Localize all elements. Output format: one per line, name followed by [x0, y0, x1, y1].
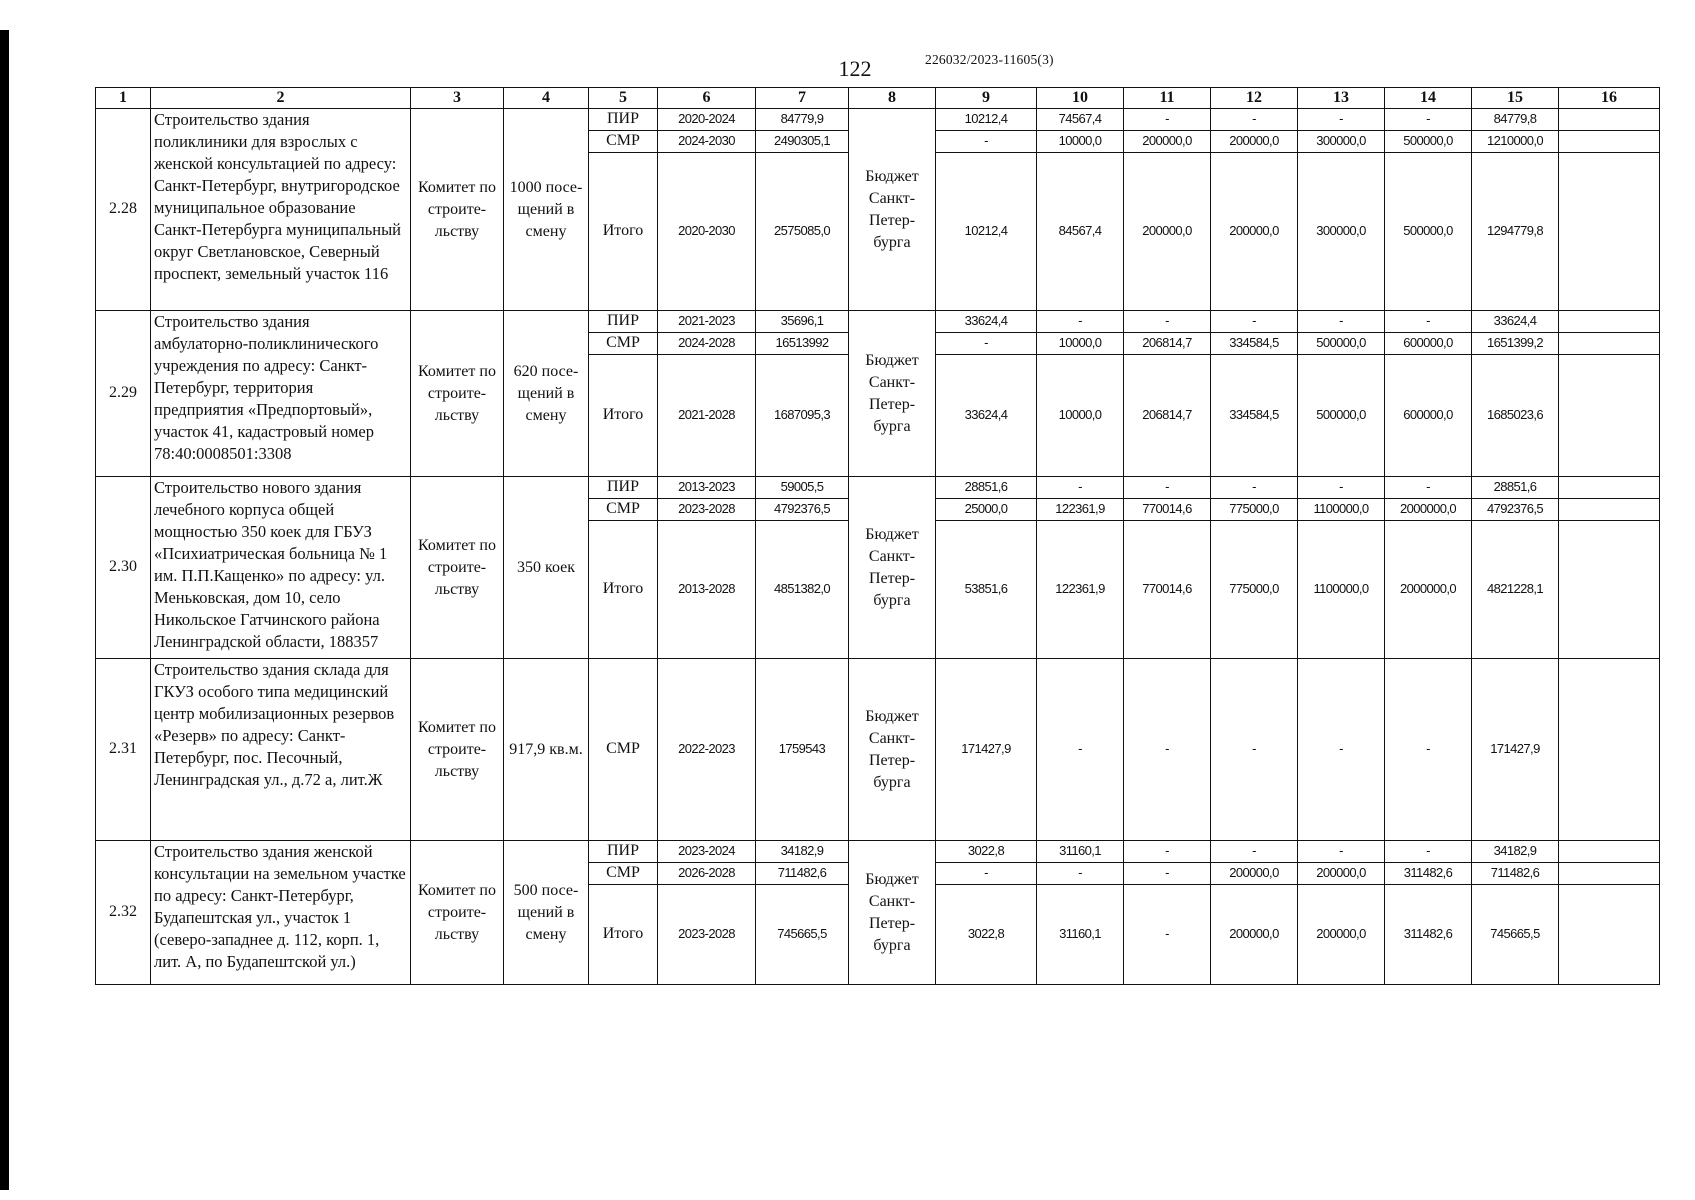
capacity-cell: 350 коек: [504, 477, 589, 659]
period-cell: 2020-2030: [658, 153, 756, 311]
amount-cell: 775000,0: [1211, 521, 1298, 659]
amount-cell: [1559, 863, 1660, 885]
work-type-cell: СМР: [589, 131, 658, 153]
amount-cell: 1685023,6: [1472, 355, 1559, 477]
amount-cell: [1559, 131, 1660, 153]
col-num-cell: 11: [1124, 88, 1211, 109]
capacity-cell: 1000 посе-щений в смену: [504, 109, 589, 311]
work-type-cell: ПИР: [589, 311, 658, 333]
work-type-cell: Итого: [589, 355, 658, 477]
amount-cell: 31160,1: [1037, 885, 1124, 985]
executor-cell: Комитет по строите-льству: [411, 477, 504, 659]
amount-cell: 300000,0: [1298, 153, 1385, 311]
amount-cell: 3022,8: [936, 885, 1037, 985]
amount-cell: -: [1211, 841, 1298, 863]
executor-cell: Комитет по строите-льству: [411, 311, 504, 477]
amount-cell: [1559, 521, 1660, 659]
amount-cell: -: [1298, 659, 1385, 841]
amount-cell: -: [1124, 863, 1211, 885]
amount-cell: -: [1298, 841, 1385, 863]
amount-cell: 10212,4: [936, 153, 1037, 311]
work-type-cell: СМР: [589, 863, 658, 885]
amount-cell: 500000,0: [1298, 333, 1385, 355]
work-type-cell: Итого: [589, 885, 658, 985]
amount-cell: 10000,0: [1037, 355, 1124, 477]
cost-cell: 84779,9: [756, 109, 849, 131]
col-num-cell: 8: [849, 88, 936, 109]
executor-cell: Комитет по строите-льству: [411, 659, 504, 841]
capacity-cell: 917,9 кв.м.: [504, 659, 589, 841]
cost-cell: 1759543: [756, 659, 849, 841]
amount-cell: [1559, 355, 1660, 477]
amount-cell: 4821228,1: [1472, 521, 1559, 659]
work-type-cell: ПИР: [589, 477, 658, 499]
amount-cell: 122361,9: [1037, 499, 1124, 521]
amount-cell: 84567,4: [1037, 153, 1124, 311]
amount-cell: 1100000,0: [1298, 499, 1385, 521]
work-type-cell: Итого: [589, 153, 658, 311]
amount-cell: 300000,0: [1298, 131, 1385, 153]
amount-cell: -: [1124, 477, 1211, 499]
amount-cell: 200000,0: [1298, 863, 1385, 885]
amount-cell: -: [1037, 477, 1124, 499]
amount-cell: 200000,0: [1298, 885, 1385, 985]
amount-cell: 770014,6: [1124, 499, 1211, 521]
amount-cell: -: [1385, 659, 1472, 841]
funding-source-cell: Бюджет Санкт-Петер-бурга: [849, 311, 936, 477]
cost-cell: 35696,1: [756, 311, 849, 333]
period-cell: 2023-2024: [658, 841, 756, 863]
amount-cell: 200000,0: [1211, 131, 1298, 153]
amount-cell: -: [1298, 477, 1385, 499]
amount-cell: -: [1298, 311, 1385, 333]
amount-cell: 3022,8: [936, 841, 1037, 863]
project-name: Строительство здания склада для ГКУЗ особого типа медицинский центр мобилизационных резервов «Резерв» по адресу: Санкт-Петербург, пос. Песочный, Ленинградская ул., д.72 а, лит.Ж: [151, 659, 411, 841]
amount-cell: -: [1124, 885, 1211, 985]
amount-cell: -: [936, 863, 1037, 885]
item-number: 2.29: [96, 311, 151, 477]
amount-cell: -: [1124, 109, 1211, 131]
period-cell: 2013-2028: [658, 521, 756, 659]
amount-cell: -: [1298, 109, 1385, 131]
project-name: Строительство здания женской консультации на земельном участке по адресу: Санкт-Петербург, Будапештская ул., участок 1 (северо-западнее д. 112, корп. 1, лит. А, по Будапештской ул.): [151, 841, 411, 985]
amount-cell: -: [1037, 863, 1124, 885]
amount-cell: [1559, 659, 1660, 841]
amount-cell: 25000,0: [936, 499, 1037, 521]
project-row: [96, 841, 1660, 863]
amount-cell: -: [1211, 109, 1298, 131]
work-type-cell: ПИР: [589, 841, 658, 863]
amount-cell: [1559, 311, 1660, 333]
work-type-cell: Итого: [589, 521, 658, 659]
amount-cell: 28851,6: [1472, 477, 1559, 499]
col-num-cell: 10: [1037, 88, 1124, 109]
period-cell: 2021-2028: [658, 355, 756, 477]
amount-cell: 200000,0: [1211, 885, 1298, 985]
amount-cell: -: [1385, 311, 1472, 333]
cost-cell: 16513992: [756, 333, 849, 355]
amount-cell: 122361,9: [1037, 521, 1124, 659]
period-cell: 2022-2023: [658, 659, 756, 841]
col-num-cell: 2: [151, 88, 411, 109]
period-cell: 2023-2028: [658, 499, 756, 521]
period-cell: 2024-2028: [658, 333, 756, 355]
period-cell: 2023-2028: [658, 885, 756, 985]
project-row: [96, 109, 1660, 131]
amount-cell: 311482,6: [1385, 885, 1472, 985]
project-row: [96, 659, 1660, 841]
amount-cell: 1651399,2: [1472, 333, 1559, 355]
work-type-cell: СМР: [589, 333, 658, 355]
amount-cell: 500000,0: [1385, 153, 1472, 311]
work-type-cell: СМР: [589, 659, 658, 841]
col-num-cell: 5: [589, 88, 658, 109]
funding-source-cell: Бюджет Санкт-Петер-бурга: [849, 109, 936, 311]
amount-cell: 311482,6: [1385, 863, 1472, 885]
amount-cell: 2000000,0: [1385, 499, 1472, 521]
amount-cell: 206814,7: [1124, 333, 1211, 355]
column-number-row: [96, 88, 1660, 109]
amount-cell: [1559, 885, 1660, 985]
amount-cell: 2000000,0: [1385, 521, 1472, 659]
amount-cell: -: [1385, 841, 1472, 863]
funding-source-cell: Бюджет Санкт-Петер-бурга: [849, 841, 936, 985]
amount-cell: -: [1037, 311, 1124, 333]
period-cell: 2021-2023: [658, 311, 756, 333]
col-num-cell: 14: [1385, 88, 1472, 109]
project-row: [96, 477, 1660, 499]
project-row: [96, 311, 1660, 333]
executor-cell: Комитет по строите-льству: [411, 841, 504, 985]
amount-cell: 10000,0: [1037, 333, 1124, 355]
col-num-cell: 4: [504, 88, 589, 109]
page-number: 122: [838, 56, 872, 81]
amount-cell: 1100000,0: [1298, 521, 1385, 659]
amount-cell: 500000,0: [1385, 131, 1472, 153]
amount-cell: 10212,4: [936, 109, 1037, 131]
amount-cell: 334584,5: [1211, 355, 1298, 477]
amount-cell: 711482,6: [1472, 863, 1559, 885]
item-number: 2.28: [96, 109, 151, 311]
amount-cell: -: [1385, 109, 1472, 131]
work-type-cell: СМР: [589, 499, 658, 521]
col-num-cell: 15: [1472, 88, 1559, 109]
col-num-cell: 1: [96, 88, 151, 109]
amount-cell: 171427,9: [936, 659, 1037, 841]
amount-cell: 745665,5: [1472, 885, 1559, 985]
col-num-cell: 12: [1211, 88, 1298, 109]
amount-cell: 31160,1: [1037, 841, 1124, 863]
col-num-cell: 16: [1559, 88, 1660, 109]
amount-cell: 600000,0: [1385, 355, 1472, 477]
project-name: Строительство здания поликлиники для взрослых с женской консультацией по адресу: Санкт-Петербург, внутригородское муниципальное образование Санкт-Петербурга муниципальный округ Светлановское, Северный проспект, земельный участок 116: [151, 109, 411, 311]
amount-cell: 200000,0: [1124, 153, 1211, 311]
cost-cell: 34182,9: [756, 841, 849, 863]
scan-edge-bar: [0, 30, 9, 1190]
amount-cell: 200000,0: [1211, 153, 1298, 311]
col-num-cell: 7: [756, 88, 849, 109]
amount-cell: 10000,0: [1037, 131, 1124, 153]
capacity-cell: 500 посе-щений в смену: [504, 841, 589, 985]
amount-cell: -: [1124, 311, 1211, 333]
amount-cell: 206814,7: [1124, 355, 1211, 477]
amount-cell: -: [1124, 659, 1211, 841]
amount-cell: -: [936, 333, 1037, 355]
period-cell: 2024-2030: [658, 131, 756, 153]
work-type-cell: ПИР: [589, 109, 658, 131]
amount-cell: 33624,4: [936, 311, 1037, 333]
item-number: 2.32: [96, 841, 151, 985]
amount-cell: 28851,6: [936, 477, 1037, 499]
cost-cell: 1687095,3: [756, 355, 849, 477]
amount-cell: 4792376,5: [1472, 499, 1559, 521]
amount-cell: -: [1124, 841, 1211, 863]
amount-cell: 200000,0: [1124, 131, 1211, 153]
project-name: Строительство здания амбулаторно-поликлинического учреждения по адресу: Санкт-Петербург, территория предприятия «Предпортовый», участок 41, кадастровый номер 78:40:0008501:3308: [151, 311, 411, 477]
amount-cell: -: [1211, 477, 1298, 499]
amount-cell: [1559, 499, 1660, 521]
amount-cell: -: [1037, 659, 1124, 841]
amount-cell: 33624,4: [1472, 311, 1559, 333]
period-cell: 2020-2024: [658, 109, 756, 131]
cost-cell: 745665,5: [756, 885, 849, 985]
amount-cell: 334584,5: [1211, 333, 1298, 355]
period-cell: 2026-2028: [658, 863, 756, 885]
amount-cell: [1559, 333, 1660, 355]
cost-cell: 59005,5: [756, 477, 849, 499]
period-cell: 2013-2023: [658, 477, 756, 499]
amount-cell: -: [936, 131, 1037, 153]
amount-cell: [1559, 109, 1660, 131]
amount-cell: 53851,6: [936, 521, 1037, 659]
cost-cell: 2575085,0: [756, 153, 849, 311]
project-name: Строительство нового здания лечебного корпуса общей мощностью 350 коек для ГБУЗ «Психиатрическая больница № 1 им. П.П.Кащенко» по адресу: ул. Меньковская, дом 10, село Никольское Гатчинского района Ленинградской области, 188357: [151, 477, 411, 659]
cost-cell: 4851382,0: [756, 521, 849, 659]
amount-cell: 770014,6: [1124, 521, 1211, 659]
amount-cell: 1294779,8: [1472, 153, 1559, 311]
col-num-cell: 13: [1298, 88, 1385, 109]
col-num-cell: 9: [936, 88, 1037, 109]
amount-cell: 775000,0: [1211, 499, 1298, 521]
amount-cell: 33624,4: [936, 355, 1037, 477]
funding-source-cell: Бюджет Санкт-Петер-бурга: [849, 659, 936, 841]
amount-cell: [1559, 477, 1660, 499]
amount-cell: -: [1211, 311, 1298, 333]
amount-cell: 500000,0: [1298, 355, 1385, 477]
funding-source-cell: Бюджет Санкт-Петер-бурга: [849, 477, 936, 659]
amount-cell: 84779,8: [1472, 109, 1559, 131]
document-id: 226032/2023-11605(3): [925, 52, 1054, 67]
amount-cell: [1559, 841, 1660, 863]
cost-cell: 2490305,1: [756, 131, 849, 153]
amount-cell: 600000,0: [1385, 333, 1472, 355]
capacity-cell: 620 посе-щений в смену: [504, 311, 589, 477]
item-number: 2.31: [96, 659, 151, 841]
investment-table: [95, 87, 1660, 985]
amount-cell: 171427,9: [1472, 659, 1559, 841]
col-num-cell: 6: [658, 88, 756, 109]
item-number: 2.30: [96, 477, 151, 659]
amount-cell: 74567,4: [1037, 109, 1124, 131]
amount-cell: -: [1385, 477, 1472, 499]
col-num-cell: 3: [411, 88, 504, 109]
cost-cell: 4792376,5: [756, 499, 849, 521]
amount-cell: [1559, 153, 1660, 311]
cost-cell: 711482,6: [756, 863, 849, 885]
executor-cell: Комитет по строите-льству: [411, 109, 504, 311]
amount-cell: 34182,9: [1472, 841, 1559, 863]
amount-cell: -: [1211, 659, 1298, 841]
amount-cell: 200000,0: [1211, 863, 1298, 885]
amount-cell: 1210000,0: [1472, 131, 1559, 153]
